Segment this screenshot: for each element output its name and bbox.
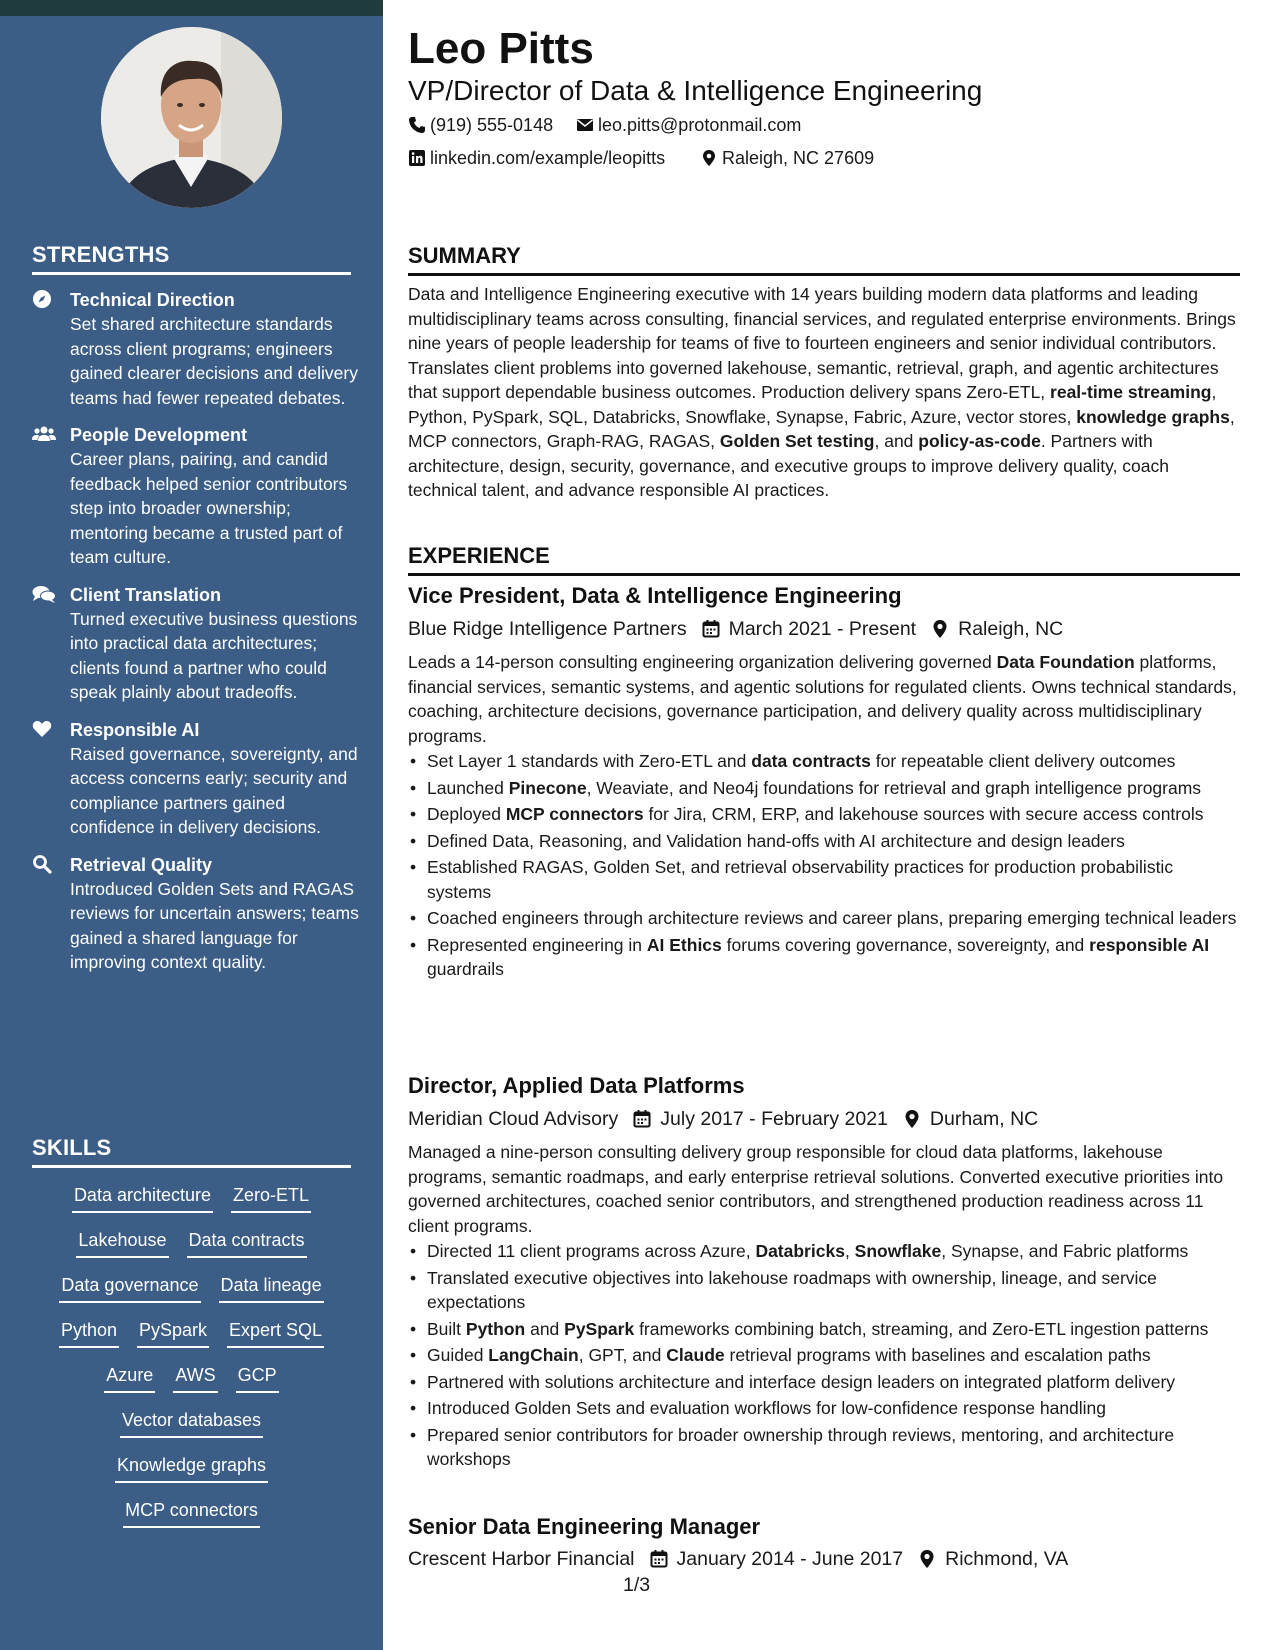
linkedin-text: linkedin.com/example/leopitts (430, 148, 666, 168)
strength-item (32, 583, 362, 705)
bold-text: LangChain (488, 1345, 579, 1365)
text-run: Deployed (427, 804, 506, 824)
bullet-item (408, 906, 1240, 931)
bold-text: data contracts (751, 751, 871, 771)
job-meta (408, 616, 1063, 642)
bold-text: Claude (666, 1345, 725, 1365)
strength-item (32, 718, 362, 840)
text-run: Partnered with solutions architecture and interface design leaders on integrated platform delivery (427, 1371, 1176, 1392)
calendar-icon (632, 1109, 652, 1129)
strength-title: Responsible AI (70, 719, 200, 740)
skill-tag: Data contracts (187, 1228, 307, 1258)
skill-tag: MCP connectors (123, 1498, 260, 1528)
job-meta (408, 1546, 1068, 1572)
sidebar (0, 0, 383, 1650)
strength-description: Turned executive business questions into practical data architectures; clients found a partner who could speak plainly about tradeoffs. (70, 608, 358, 702)
text-run: Translated executive objectives into lakehouse roadmaps with ownership, lineage, and service expectations (427, 1267, 1157, 1312)
bold-text: Python (465, 1318, 526, 1339)
candidate-name: Leo Pitts (408, 24, 594, 73)
bullet-item (408, 1317, 1240, 1342)
bullet-item (408, 933, 1240, 982)
skill-tag: Azure (104, 1363, 155, 1393)
map-pin-icon (930, 619, 950, 639)
text-run: , (844, 1241, 855, 1261)
skill-row (32, 1408, 351, 1453)
strength-description: Introduced Golden Sets and RAGAS reviews for uncertain answers; teams gained a shared language for improving context quality. (70, 878, 359, 972)
text-run: for repeatable client delivery outcomes (870, 751, 1176, 771)
skill-tag: Lakehouse (76, 1228, 168, 1258)
text-run: and (525, 1318, 565, 1339)
bold-text: MCP connectors (505, 804, 644, 824)
bullet-item (408, 1343, 1240, 1368)
text-run: , Synapse, and Fabric platforms (941, 1241, 1189, 1261)
skill-tag: Data lineage (219, 1273, 324, 1303)
strength-description: Set shared architecture standards across client programs; engineers gained clearer decisions and delivery teams had fewer repeated debates. (70, 314, 358, 408)
bullet-item (408, 749, 1240, 774)
text-run: Represented engineering in (427, 934, 647, 955)
bold-text: knowledge graphs (1076, 406, 1230, 427)
job-meta (408, 1106, 1038, 1132)
contact-linkedin[interactable] (408, 146, 665, 170)
job-title: Senior Data Engineering Manager (408, 1514, 761, 1539)
skill-tag: Data architecture (72, 1183, 213, 1213)
skill-tag: Expert SQL (227, 1318, 324, 1348)
map-pin-icon (700, 149, 718, 167)
search-icon (32, 854, 56, 874)
job-bullets (408, 1239, 1240, 1474)
location-text: Raleigh, NC 27609 (722, 148, 875, 168)
bold-text: PySpark (564, 1318, 635, 1339)
text-run: Launched (427, 777, 509, 798)
strengths-heading: STRENGTHS (32, 242, 351, 275)
job-company: Meridian Cloud Advisory (408, 1108, 619, 1130)
skills-heading: SKILLS (32, 1135, 351, 1168)
strength-title: Client Translation (70, 584, 222, 605)
job-company: Crescent Harbor Financial (408, 1548, 635, 1570)
skill-tag: PySpark (137, 1318, 209, 1348)
bullet-item (408, 1423, 1240, 1472)
profile-photo (101, 27, 282, 208)
bold-text: Databricks (755, 1241, 845, 1261)
job-location: Richmond, VA (945, 1548, 1069, 1570)
contact-location (700, 146, 874, 170)
job-dates: January 2014 - June 2017 (676, 1548, 904, 1570)
text-run: frameworks combining batch, streaming, and Zero-ETL ingestion patterns (634, 1318, 1209, 1339)
bullet-item (408, 829, 1240, 854)
skill-tag: AWS (173, 1363, 217, 1393)
text-run: Leads a 14-person consulting engineering organization delivering governed (408, 652, 997, 672)
phone-icon (408, 116, 426, 134)
bold-text: Snowflake (854, 1241, 942, 1261)
job-description (408, 1140, 1240, 1238)
bullet-item (408, 1239, 1240, 1264)
strength-description: Career plans, pairing, and candid feedback helped senior contributors step into broader ownership; mentoring became a trusted part of team culture. (70, 449, 348, 567)
candidate-title: VP/Director of Data & Intelligence Engineering (408, 75, 983, 106)
strength-description: Raised governance, sovereignty, and access concerns early; security and compliance partners gained confidence in delivery decisions. (70, 743, 358, 837)
text-run: forums covering governance, sovereignty, and (721, 934, 1090, 955)
job-dates: July 2017 - February 2021 (660, 1108, 888, 1130)
strength-item (32, 423, 362, 570)
text-run: Introduced Golden Sets and evaluation workflows for low-confidence response handling (427, 1398, 1107, 1418)
job-dates: March 2021 - Present (728, 618, 917, 640)
calendar-icon (649, 1549, 669, 1569)
text-run: platforms, financial services, semantic systems, and agentic solutions for regulated clients. Owns technical standards, coaching, architecture decisions, governance participation, and delivery quality across multidisciplinary programs. (408, 652, 1237, 746)
sidebar-top-bar (0, 0, 383, 16)
bold-text: Data Foundation (996, 652, 1135, 672)
strength-item (32, 853, 362, 975)
text-run: , Python, PySpark, SQL, Databricks, Snowflake, Synapse, Fabric, Azure, vector stores, (408, 382, 1217, 427)
summary-text (408, 282, 1240, 503)
skill-tag: Python (59, 1318, 119, 1348)
text-run: retrieval programs with baselines and escalation paths (724, 1345, 1151, 1365)
bold-text: AI Ethics (646, 934, 722, 955)
skill-row (32, 1453, 351, 1498)
text-run: Set Layer 1 standards with Zero-ETL and (427, 751, 752, 771)
phone-text: (919) 555-0148 (430, 115, 554, 135)
email-text: leo.pitts@protonmail.com (598, 115, 802, 135)
contact-phone[interactable] (408, 113, 553, 137)
contact-email[interactable] (576, 113, 801, 137)
bold-text: real-time streaming (1050, 382, 1212, 402)
calendar-icon (701, 619, 721, 639)
bullet-item (408, 1370, 1240, 1395)
map-pin-icon (902, 1109, 922, 1129)
text-run: , Weaviate, and Neo4j foundations for retrieval and graph intelligence programs (586, 777, 1202, 798)
bullet-item (408, 802, 1240, 827)
skill-tag: GCP (236, 1363, 279, 1393)
job-location: Durham, NC (929, 1108, 1039, 1130)
text-run: Managed a nine-person consulting delivery group responsible for cloud data platforms, lakehouse programs, semantic roadmaps, and early enterprise retrieval solutions. Converted executive priorities into governed architectures, coached senior contributors, and strengthened production readiness across 11 client programs. (408, 1142, 1224, 1236)
strength-item (32, 288, 362, 410)
text-run: Defined Data, Reasoning, and Validation hand-offs with AI architecture and design leaders (427, 830, 1125, 851)
text-run: Established RAGAS, Golden Set, and retrieval observability practices for production probabilistic systems (427, 857, 1174, 902)
bullet-item (408, 776, 1240, 801)
job-description (408, 650, 1240, 748)
skills-list (32, 1183, 351, 1543)
job-company: Blue Ridge Intelligence Partners (408, 618, 687, 640)
strengths-list (32, 288, 362, 988)
strength-title: Retrieval Quality (70, 854, 213, 875)
bullet-item (408, 1266, 1240, 1315)
bold-text: responsible AI (1089, 934, 1210, 955)
experience-heading: EXPERIENCE (408, 542, 1240, 576)
heart-icon (32, 719, 56, 739)
strength-title: People Development (70, 425, 248, 445)
skill-tag: Knowledge graphs (115, 1453, 268, 1483)
skill-row (32, 1318, 351, 1363)
map-pin-icon (917, 1549, 937, 1569)
skill-row (32, 1183, 351, 1228)
linkedin-icon (408, 149, 426, 167)
text-run: Directed 11 client programs across Azure, (427, 1241, 756, 1261)
job-title: Director, Applied Data Platforms (408, 1073, 745, 1098)
skill-tag: Vector databases (120, 1408, 263, 1438)
text-run: , MCP connectors, Graph-RAG, RAGAS, (408, 406, 1235, 451)
users-icon (32, 424, 56, 444)
job-bullets (408, 749, 1240, 984)
envelope-icon (576, 116, 594, 134)
text-run: guardrails (427, 959, 504, 979)
page-number: 1/3 (623, 1574, 651, 1596)
text-run: Guided (427, 1345, 489, 1365)
text-run: Coached engineers through architecture reviews and career plans, preparing emerging technical leaders (427, 908, 1237, 928)
skill-tag: Data governance (59, 1273, 200, 1303)
bullet-item (408, 855, 1240, 904)
skill-row (32, 1498, 351, 1543)
bold-text: Golden Set testing (719, 431, 875, 451)
job-title: Vice President, Data & Intelligence Engineering (408, 583, 902, 608)
skill-row (32, 1273, 351, 1318)
bold-text: Pinecone (508, 777, 587, 798)
bold-text: policy-as-code (918, 431, 1041, 451)
summary-heading: SUMMARY (408, 242, 1240, 276)
skill-tag: Zero-ETL (231, 1183, 311, 1213)
bullet-item (408, 1396, 1240, 1421)
text-run: , GPT, and (578, 1345, 667, 1365)
chat-icon (32, 584, 56, 604)
job-location: Raleigh, NC (958, 618, 1064, 640)
skill-row (32, 1228, 351, 1273)
text-run: , and (874, 431, 919, 451)
text-run: Data and Intelligence Engineering executive with 14 years building modern data platforms and leading multidisciplinary teams across consulting, financial services, and regulated enterprise environments. Brings nine years of people leadership for teams of five to fourteen engineers and senior individual contributors. Translates client problems into governed lakehouse, semantic, retrieval, graph, and agentic architectures that support dependable business outcomes. Production delivery spans Zero-ETL, (408, 284, 1236, 402)
strength-title: Technical Direction (70, 290, 235, 310)
text-run: Prepared senior contributors for broader ownership through reviews, mentoring, and architecture workshops (427, 1424, 1175, 1469)
text-run: . Partners with architecture, design, security, governance, and executive groups to improve delivery quality, coach technical talent, and advance responsible AI practices. (408, 431, 1170, 500)
compass-icon (32, 289, 56, 309)
text-run: for Jira, CRM, ERP, and lakehouse sources with secure access controls (643, 804, 1204, 824)
text-run: Built (427, 1318, 466, 1339)
skill-row (32, 1363, 351, 1408)
